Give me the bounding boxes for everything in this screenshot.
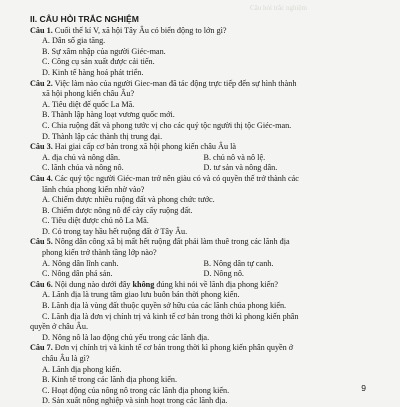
answer-option: C. lãnh chúa và nông nô. <box>42 163 124 173</box>
answer-option: C. Lãnh địa là đơn vị chính trị và kinh tế cơ bản trong thời kì phong kiến phân <box>42 311 299 321</box>
answer-option: B. Kinh tế trong các lãnh địa phong kiến. <box>42 375 178 385</box>
answer-option: A. Lãnh địa là trung tâm giao lưu buôn bán thời phong kiến. <box>42 290 240 300</box>
answer-option: D. Có trong tay hầu hết ruộng đất ở Tây Âu. <box>42 226 188 236</box>
page-number: 9 <box>361 383 366 393</box>
answer-option: A. Dân số gia tăng. <box>42 36 106 46</box>
question-list <box>30 14 365 407</box>
answer-option: D. Sản xuất nông nghiệp và sinh hoạt trong các lãnh địa. <box>42 396 228 406</box>
answer-option: A. địa chủ và nông dân. <box>42 152 120 162</box>
answer-option: C. Chia ruộng đất và phong tước vị cho các quý tộc người thị tộc Giéc-man. <box>42 120 292 130</box>
answer-option: B. chủ nô và nô lệ. <box>203 152 266 162</box>
answer-option: A. Nông dân lĩnh canh. <box>42 258 119 268</box>
answer-option: A. Tiêu diệt đế quốc La Mã. <box>42 99 135 109</box>
section-title: II. CÂU HỎI TRẮC NGHIỆM <box>30 14 139 24</box>
answer-option: B. Lãnh địa là vùng đất thuộc quyền sở hữu của các lãnh chúa phong kiến. <box>42 301 287 311</box>
question-6: Câu 6. Nội dung nào dưới đây không đúng khi nói về lãnh địa phong kiến? A. Lãnh địa là trung tâm giao lưu buôn bán thời phong kiến. B. Lãnh địa là vùng đất thuộc quyền sở hữu của các lãnh chúa phong kiến. C. Lãnh địa là đơn vị chính trị và kinh tế cơ bản trong thời kì phong kiến phân quyền ở châu Âu. D. Nông nô là lao động chủ yếu trong các lãnh địa. <box>30 280 365 344</box>
answer-option: A. Lãnh địa phong kiến. <box>42 364 122 374</box>
answer-option: D. Kinh tế hàng hoá phát triển. <box>42 67 144 77</box>
answer-option: B. Sự xâm nhập của người Giéc-man. <box>42 46 166 56</box>
answer-option: C. Công cụ sản xuất được cải tiến. <box>42 57 155 67</box>
emphasis-not: không <box>132 279 155 289</box>
answer-option: C. Tiêu diệt được chủ nô La Mã. <box>42 216 149 226</box>
answer-option: A. Chiếm được nhiều ruộng đất và phong chức tước. <box>42 195 215 205</box>
answer-option: D. Nông nô. <box>203 269 244 279</box>
question-2: Câu 2. Việc làm nào của người Giec-man đã tác động trực tiếp đến sự hình thành xã hội phong kiến châu Âu? A. Tiêu diệt đế quốc La Mã. B. Thành lập hàng loạt vương quốc mới. C. Chia ruộng đất và phong tước vị cho các quý tộc người thị tộc Giéc-man. D. Thành lập các thành thị trung đại. <box>30 79 365 143</box>
question-5: Câu 5. Nông dân công xã bị mất hết ruộng đất phải làm thuê trong các lãnh địa phong kiến trở thành tầng lớp nào? A. Nông dân lĩnh canh. B. Nông dân tự canh. C. Nông dân phá sản. D. Nông nô. <box>30 237 365 279</box>
answer-option: D. tư sản và nông dân. <box>203 163 278 173</box>
question-3: Câu 3. Hai giai cấp cơ bản trong xã hội phong kiến châu Âu là A. địa chủ và nông dân. B. chủ nô và nô lệ. C. lãnh chúa và nông nô. D. tư sản và nông dân. <box>30 142 365 174</box>
answer-option: C. Nông dân phá sản. <box>42 269 113 279</box>
answer-option: D. Nông nô là lao động chủ yếu trong các lãnh địa. <box>42 332 210 342</box>
answer-option: C. Hoạt động của nông nô trong các lãnh địa phong kiến. <box>42 385 230 395</box>
answer-option: B. Chiếm được nông nô để cày cấy ruộng đất. <box>42 205 193 215</box>
faint-header: Câu hỏi trắc nghiệm <box>250 4 307 12</box>
answer-option: B. Thành lập hàng loạt vương quốc mới. <box>42 110 175 120</box>
question-7: Câu 7. Đơn vị chính trị và kinh tế cơ bản trong thời kì phong kiến phân quyền ở châu Âu là gì? A. Lãnh địa phong kiến. B. Kinh tế trong các lãnh địa phong kiến. C. Hoạt động của nông nô trong các lãnh địa phong kiến. D. Sản xuất nông nghiệp và sinh hoạt trong các lãnh địa. <box>30 343 365 407</box>
answer-option: B. Nông dân tự canh. <box>203 258 274 268</box>
question-4: Câu 4. Các quý tộc người Giéc-man trở nên giàu có và có quyền thế trở thành các lãnh chúa phong kiến nhờ vào? A. Chiếm được nhiều ruộng đất và phong chức tước. B. Chiếm được nông nô để cày cấy ruộng đất. C. Tiêu diệt được chủ nô La Mã. D. Có trong tay hầu hết ruộng đất ở Tây Âu. <box>30 174 365 238</box>
answer-option: D. Thành lập các thành thị trung đại. <box>42 131 163 141</box>
question-1: Câu 1. Cuối thế kỉ V, xã hội Tây Âu có biến động to lớn gì? A. Dân số gia tăng. B. Sự xâm nhập của người Giéc-man. C. Công cụ sản xuất được cải tiến. D. Kinh tế hàng hoá phát triển. <box>30 26 365 79</box>
